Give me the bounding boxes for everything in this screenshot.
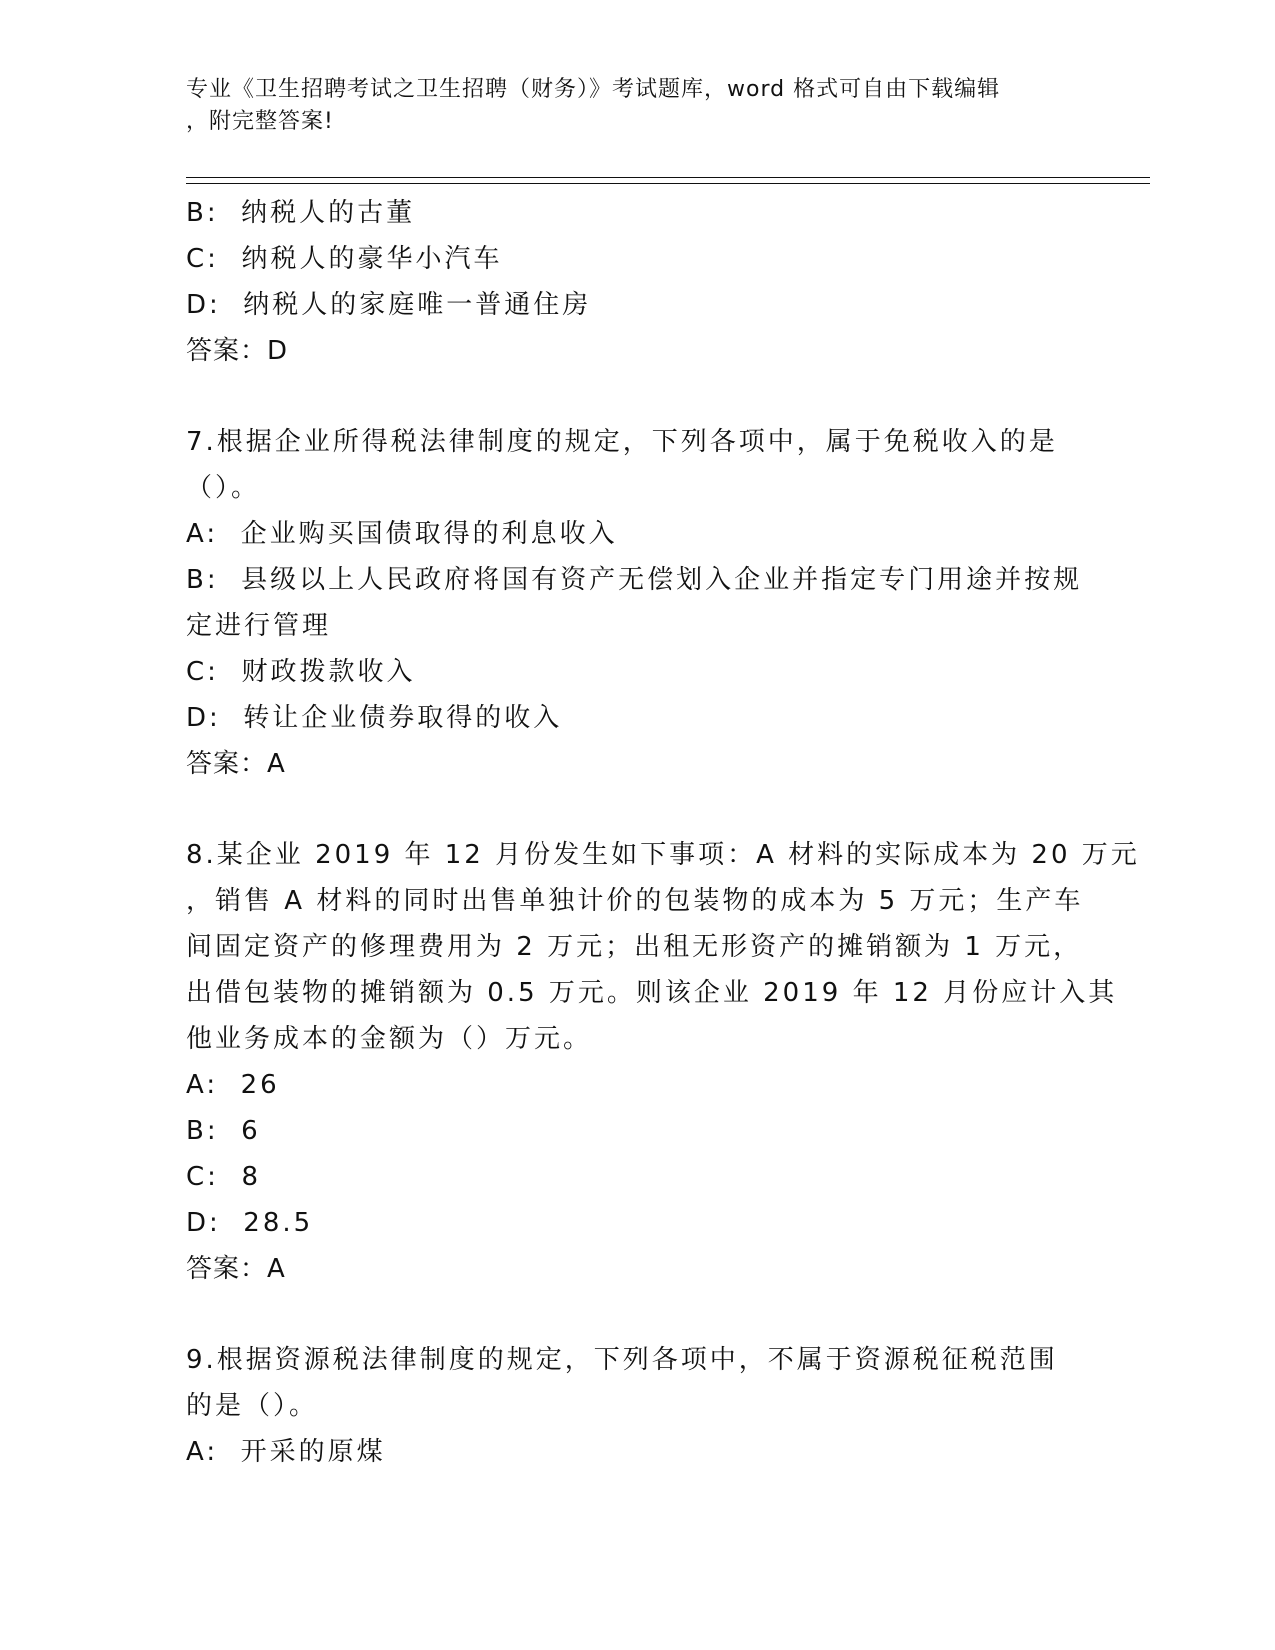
header-divider-bottom (186, 183, 1150, 184)
question-7 (186, 419, 1086, 787)
q9-option-a: A: 开采的原煤 (186, 1437, 386, 1467)
q7-option-d: D: 转让企业债券取得的收入 (186, 703, 563, 733)
header-divider-top (186, 177, 1150, 178)
q9-stem-line-2: 的是（）。 (186, 1391, 319, 1421)
question-list (186, 190, 1140, 1475)
q9-stem-line-1: 9.根据资源税法律制度的规定，下列各项中，不属于资源税征税范围 (186, 1345, 1058, 1375)
q6-option-d: D: 纳税人的家庭唯一普通住房 (186, 290, 592, 320)
q6-option-c: C: 纳税人的豪华小汽车 (186, 244, 503, 274)
q8-stem-line-1: 8.某企业 2019 年 12 月份发生如下事项：A 材料的实际成本为 20 万元 (186, 840, 1140, 870)
question-9 (186, 1337, 1086, 1475)
q8-option-d: D: 28.5 (186, 1208, 314, 1238)
q6-option-b: B: 纳税人的古董 (186, 198, 416, 228)
header-line-1: 专业《卫生招聘考试之卫生招聘（财务）》考试题库，word 格式可自由下载编辑 (186, 77, 1001, 102)
spacer (186, 374, 1086, 419)
q8-option-b: B: 6 (186, 1116, 261, 1146)
header-line-2: ，附完整答案! (186, 109, 334, 134)
q7-stem-line-2: （）。 (186, 473, 261, 503)
spacer (186, 1292, 1086, 1337)
document-header (186, 74, 1086, 138)
q8-stem-line-4: 出借包装物的摊销额为 0.5 万元。则该企业 2019 年 12 月份应计入其 (186, 978, 1118, 1008)
q7-option-a: A: 企业购买国债取得的利息收入 (186, 519, 618, 549)
question-6 (186, 190, 1086, 374)
q8-stem-line-5: 他业务成本的金额为（）万元。 (186, 1024, 593, 1054)
q7-option-c: C: 财政拨款收入 (186, 657, 416, 687)
q7-answer: 答案：A (186, 749, 286, 779)
q6-answer: 答案：D (186, 336, 289, 366)
q7-option-b-line-1: B: 县级以上人民政府将国有资产无偿划入企业并指定专门用途并按规 (186, 565, 1083, 595)
q8-option-a: A: 26 (186, 1070, 280, 1100)
q7-stem-line-1: 7.根据企业所得税法律制度的规定，下列各项中，属于免税收入的是 (186, 427, 1058, 457)
q8-stem-line-2: ，销售 A 材料的同时出售单独计价的包装物的成本为 5 万元；生产车 (186, 886, 1084, 916)
question-8 (186, 832, 1140, 1292)
q8-answer: 答案：A (186, 1254, 286, 1284)
q8-option-c: C: 8 (186, 1162, 261, 1192)
spacer (186, 787, 1086, 832)
q8-stem-line-3: 间固定资产的修理费用为 2 万元；出租无形资产的摊销额为 1 万元， (186, 932, 1083, 962)
q7-option-b-line-2: 定进行管理 (186, 611, 332, 641)
